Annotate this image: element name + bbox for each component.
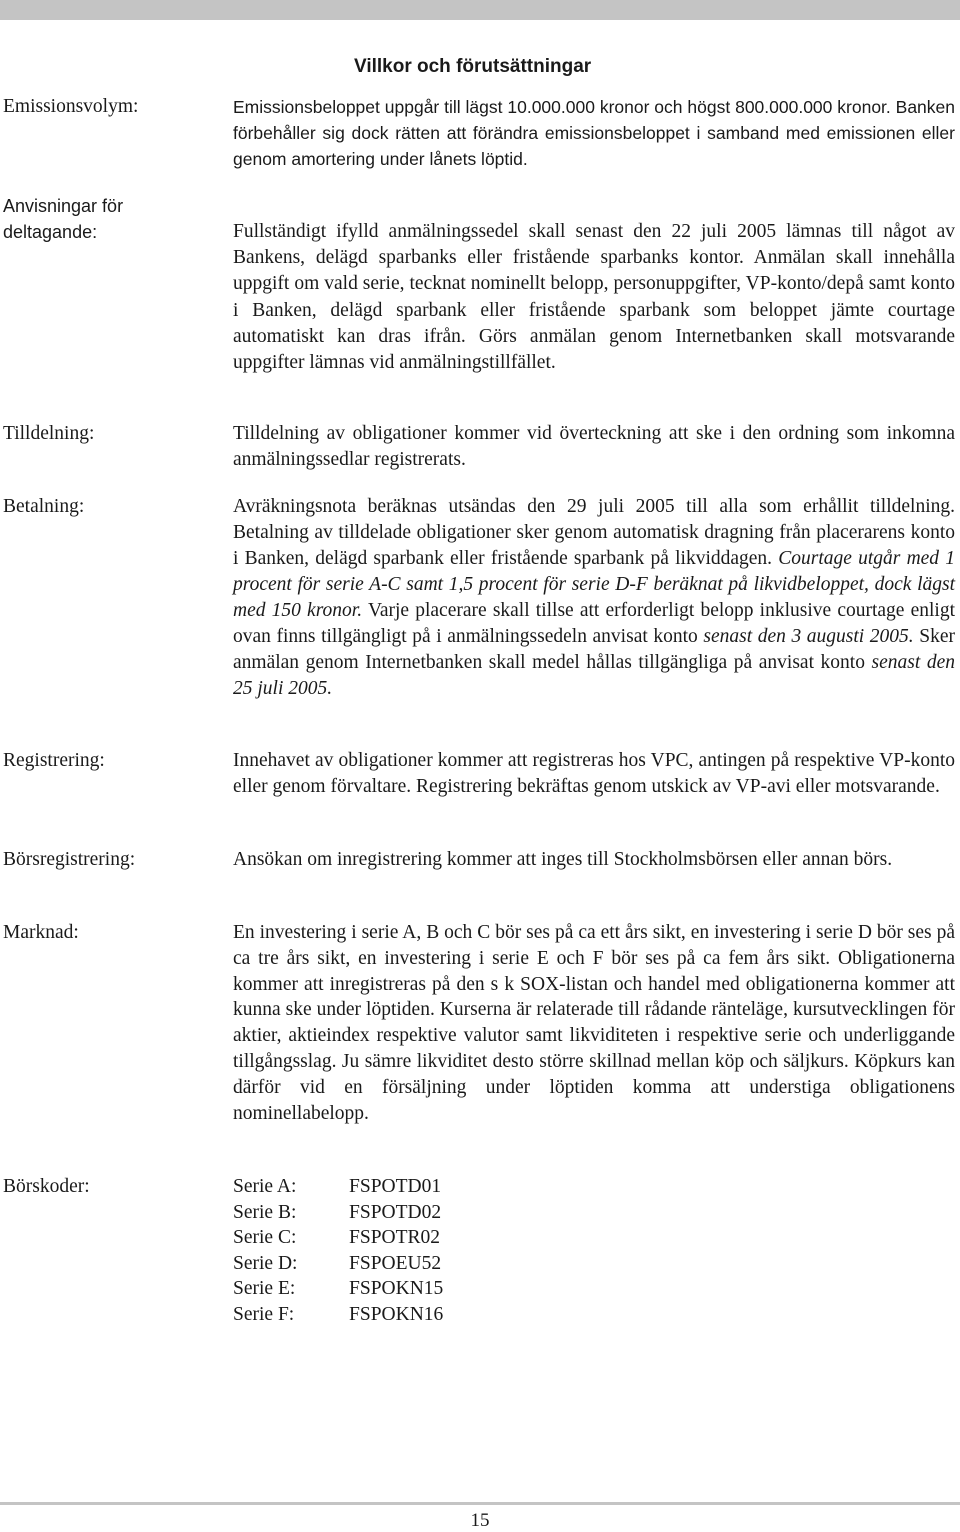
- code-value: FSPOKN16: [349, 1303, 444, 1325]
- betalning-text-2: Varje placerare skall tillse att erforderligt belopp inklusive courtage enligt ovan finns tillgängligt på i anmälningssedeln anvisat konto: [233, 600, 956, 647]
- text-emissionsvolym: Emissionsbeloppet uppgår till lägst 10.000.000 kronor och högst 800.000.000 kronor. Banken förbehåller sig dock rätten att förändra emissionsbeloppet i samband med emissionen eller genom amortering under lånets löptid.: [233, 97, 955, 169]
- code-row: [233, 1251, 443, 1277]
- label-registrering: Registrering:: [3, 750, 105, 771]
- text-tilldelning: Tilldelning av obligationer kommer vid överteckning att ske i den ordning som inkomna anmälningssedlar registrerats.: [233, 423, 955, 470]
- betalning-italic-1: Courtage utgår med 1 procent för serie A-C samt 1,5 procent för serie D-F beräknat på likvidbeloppet, dock lägst med 150 kronor.: [233, 548, 955, 621]
- betalning-italic-2: senast den 3 augusti 2005.: [703, 626, 914, 647]
- code-value: FSPOTD02: [349, 1201, 442, 1223]
- code-series: Serie A:: [233, 1176, 297, 1197]
- code-value: FSPOTR02: [349, 1227, 441, 1248]
- code-row: [233, 1200, 443, 1226]
- code-series: Serie F:: [233, 1303, 295, 1325]
- betalning-text-1: Avräkningsnota beräknas utsändas den 29 juli 2005 till alla som erhållit tilldelning. Betalning av tilldelade obligationer sker genom automatisk dragning från placerarens konto i Banken, delägd sparbank eller fristående sparbank på likviddagen.: [233, 496, 955, 569]
- label-anvisningar: Anvisningar för deltagande:: [3, 196, 124, 242]
- code-series: Serie B:: [233, 1201, 297, 1223]
- text-betalning: [233, 494, 955, 702]
- code-row: [233, 1276, 443, 1302]
- text-borsregistrering: Ansökan om inregistrering kommer att inges till Stockholmsbörsen eller annan börs.: [233, 849, 893, 870]
- label-tilldelning: Tilldelning:: [3, 423, 95, 444]
- code-series: Serie D:: [233, 1252, 298, 1274]
- code-row: [233, 1302, 443, 1328]
- code-row: [233, 1225, 443, 1251]
- label-emissionsvolym: Emissionsvolym:: [3, 96, 139, 117]
- betalning-text-3: Sker anmälan genom Internetbanken skall medel hållas tillgängliga på anvisat konto: [233, 626, 956, 673]
- code-value: FSPOKN15: [349, 1278, 444, 1299]
- code-value: FSPOTD01: [349, 1176, 442, 1197]
- page-number: 15: [470, 1510, 490, 1531]
- code-value: FSPOEU52: [349, 1252, 442, 1274]
- top-rule: [0, 0, 960, 20]
- bottom-rule: [0, 1502, 960, 1505]
- text-registrering: Innehavet av obligationer kommer att registreras hos VPC, antingen på respektive VP-konto eller genom förvaltare. Registrering bekräftas genom utskick av VP-avi eller motsvarande.: [233, 750, 955, 797]
- section-heading: Villkor och förutsättningar: [354, 56, 592, 77]
- borskoder-list: [233, 1174, 443, 1327]
- code-row: [233, 1174, 443, 1200]
- betalning-italic-3: senast den 25 juli 2005.: [233, 652, 955, 699]
- code-series: Serie C:: [233, 1227, 297, 1248]
- label-borsregistrering: Börsregistrering:: [3, 849, 136, 870]
- label-borskoder: Börskoder:: [3, 1176, 90, 1197]
- code-series: Serie E:: [233, 1278, 296, 1299]
- label-betalning: Betalning:: [3, 496, 85, 517]
- text-marknad: En investering i serie A, B och C bör ses på ca ett års sikt, en investering i serie D bör ses på ca tre års sikt, en investering i serie E och F bör ses på ca fem års sikt. Obligationerna kommer att inregistreras på den s k SOX-listan och handel med obligationerna kommer att kunna ske under löptiden. Kurserna är relaterade till rådande ränteläge, kursutvecklingen för aktier, aktieindex respektive valutor samt likviditeten i respektive serie och underliggande tillgångsslag. Ju sämre likviditet desto större skillnad mellan köp och säljkurs. Köpkurs kan därför vid en försäljning under löptiden komma att understiga obligationens nominellabelopp.: [233, 922, 955, 1124]
- label-marknad: Marknad:: [3, 922, 79, 943]
- text-anvisningar: Fullständigt ifylld anmälningssedel skall senast den 22 juli 2005 lämnas till något av Bankens, delägd sparbanks eller fristående sparbanks kontor. Anmälan skall innehålla uppgift om vald serie, tecknat nominellt belopp, personuppgifter, VP-konto/depå samt konto i Banken, delägd sparbank eller fristående sparbank som beloppet jämte courtage automatiskt kan dras ifrån. Görs anmälan genom Internetbanken skall motsvarande uppgifter lämnas vid anmälningstillfället.: [233, 221, 955, 374]
